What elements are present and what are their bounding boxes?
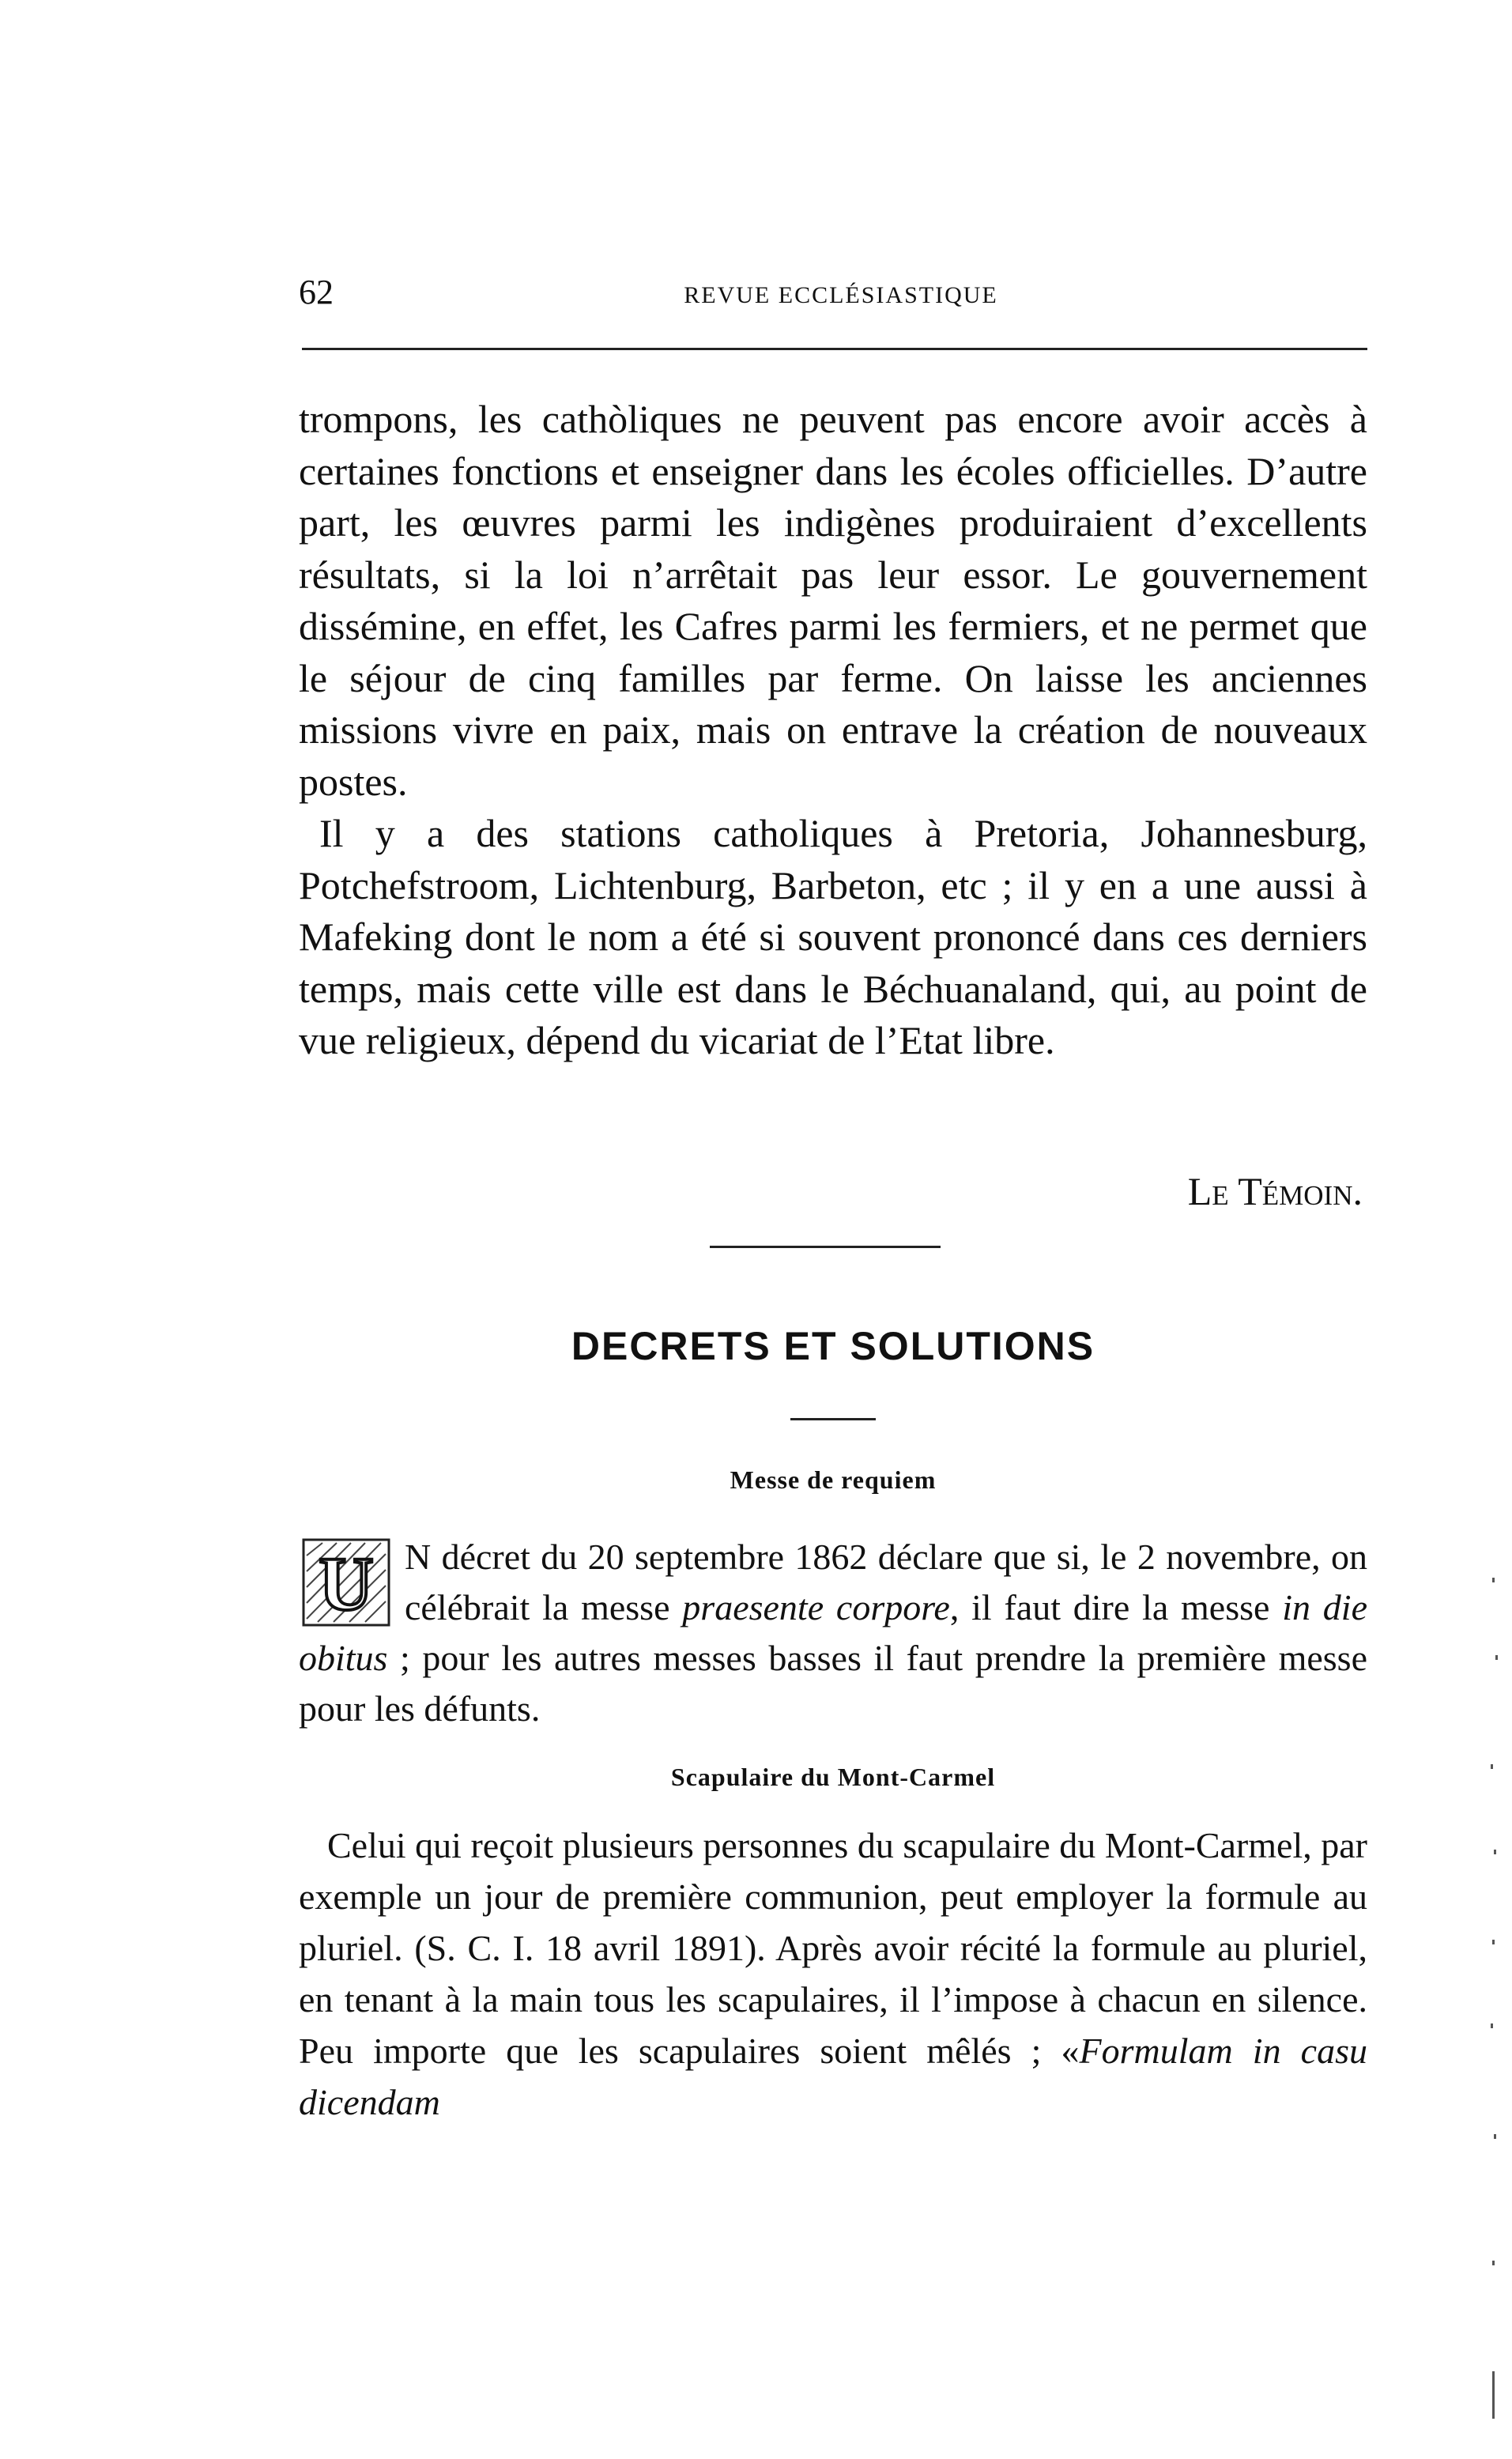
scan-mark [1491,2023,1493,2028]
running-header [299,269,1367,316]
header-rule [302,348,1367,350]
scan-mark [1494,1850,1496,1854]
drop-cap-letter [299,1537,394,1630]
scapular-paragraph [299,1820,1367,2128]
running-title: REVUE ECCLÉSIASTIQUE [684,282,998,308]
scan-mark [1495,1655,1498,1660]
scan-mark [1494,2134,1496,2139]
decree-paragraph [299,1532,1367,1734]
scan-mark [1491,1764,1493,1769]
title-underline [790,1418,876,1420]
decree-italic-2: in die obitus [299,1587,1367,1678]
decree-text-2: , il faut dire la messe [949,1587,1270,1627]
scan-mark [1492,2371,1495,2419]
article-paragraph-2: Il y a des stations catholiques à Pretoria, Johannesburg, Potchefstroom, Lichtenburg, Barbeton, etc ; il y en a une aussi à Mafeking dont le nom a été si souvent prononcé dans ces derniers temps, mais cette ville est dans le Béchuanaland, qui, au point de vue religieux, dépend du vicariat de l’Etat libre. [299,811,1367,1062]
article-paragraph-1: trompons, les cathòliques ne peuvent pas encore avoir accès à certaines fonctions et enseigner dans les écoles officielles. D’autre part, les œuvres parmi les indigènes produiraient d’excellents résultats, si la loi n’arrêtait pas leur essor. Le gouvernement dissémine, en effet, les Cafres parmi les fermiers, et ne permet que le séjour de cinq familles par ferme. On laisse les anciennes missions vivre en paix, mais on entrave la création de nouveaux postes. [299,397,1367,804]
page-number: 62 [299,273,334,311]
decree-italic-1: praesente corpore [682,1587,950,1627]
section-divider [710,1246,941,1248]
article-signature: Le Témoin. [1187,1169,1363,1213]
article-body [299,394,1367,1067]
drop-cap-glyph: U [319,1541,374,1626]
scapular-italic-1: Formulam in casu dicendam [299,2031,1367,2122]
subheading-scapulaire: Scapulaire du Mont-Carmel [670,1763,996,1791]
decree-text-3: ; pour les autres messes basses il faut prendre la première messe pour les défunts. [299,1638,1367,1729]
scan-mark [1492,1578,1495,1582]
scan-mark [1492,1940,1495,1944]
section-title: DECRETS ET SOLUTIONS [571,1324,1095,1368]
subheading-messe: Messe de requiem [730,1465,937,1494]
decree-text-1: N décret du 20 septembre 1862 déclare que si, le 2 novembre, on célébrait la messe [405,1537,1367,1627]
scapular-text-1: Celui qui reçoit plusieurs personnes du scapulaire du Mont-Carmel, par exemple un jour de première communion, peut employer la formule au pluriel. (S. C. I. 18 avril 1891). Après avoir récité la formule au pluriel, en tenant à la main tous les scapulaires, il l’impose à chacun en silence. Peu importe que les scapulaires soient mêlés ; « [299,1825,1367,2071]
scan-mark [1492,2261,1495,2265]
